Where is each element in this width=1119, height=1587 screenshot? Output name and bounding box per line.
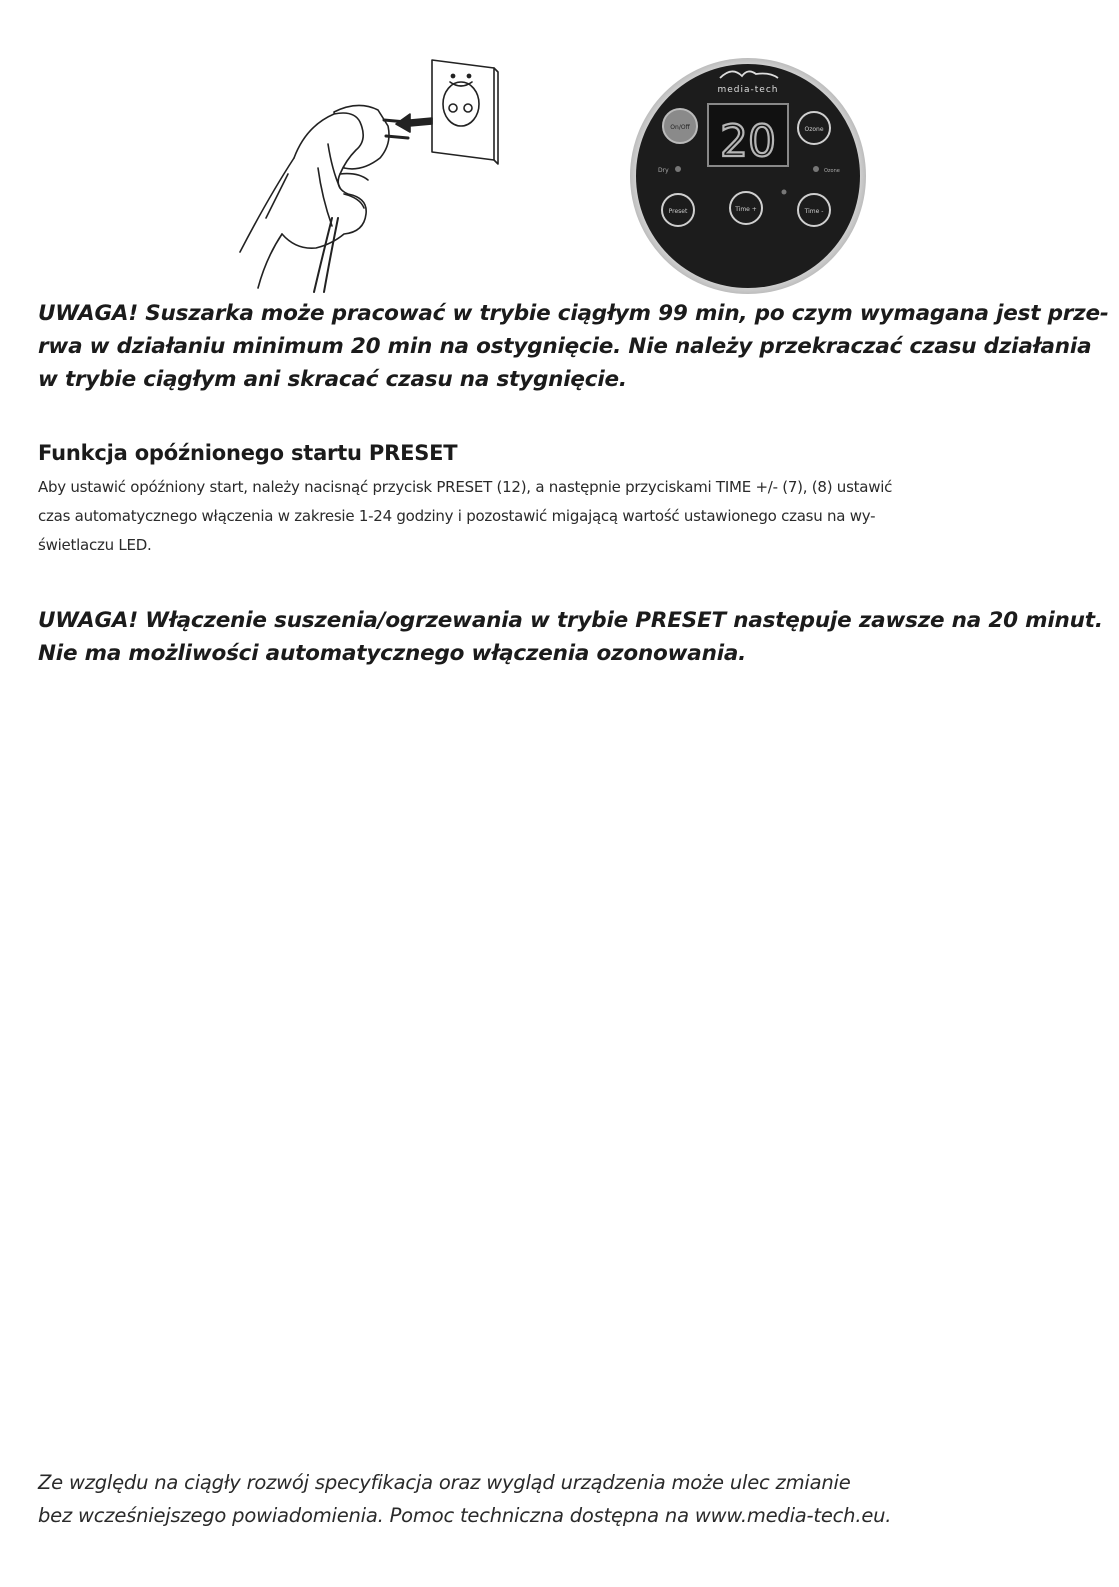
body-line: świetlaczu LED.: [38, 536, 152, 554]
dry-indicator-led: [675, 166, 681, 172]
ozone-button-label: Ozone: [804, 126, 824, 133]
panel-sensor-dot: [782, 190, 787, 195]
warning-continuous-operation: [38, 297, 1109, 396]
dry-indicator-label: Dry: [658, 167, 669, 174]
warning-line: Nie ma możliwości automatycznego włączenia ozonowania.: [38, 641, 747, 666]
warning-line: w trybie ciągłym ani skracać czasu na stygnięcie.: [38, 367, 627, 392]
wall-socket: [432, 60, 494, 160]
body-line: Aby ustawić opóźniony start, należy nacisnąć przycisk PRESET (12), a następnie przyciskami TIME +/- (7), (8) ustawić: [38, 478, 893, 496]
body-line: czas automatycznego włączenia w zakresie 1-24 godziny i pozostawić migającą wartość ustawionego czasu na wy-: [38, 507, 876, 525]
time-minus-button-label: Time -: [804, 208, 824, 215]
warning-preset-mode: [38, 604, 1103, 670]
warning-line: UWAGA! Suszarka może pracować w trybie ciągłym 99 min, po czym wymagana jest prze-: [38, 301, 1109, 326]
control-panel-illustration: [624, 56, 872, 296]
warning-line: rwa w działaniu minimum 20 min na ostygnięcie. Nie należy przekraczać czasu działania: [38, 334, 1092, 359]
footer-line: bez wcześniejszego powiadomienia. Pomoc techniczna dostępna na www.media-tech.eu.: [38, 1504, 892, 1527]
brand-label: media-tech: [717, 85, 779, 95]
preset-button-label: Preset: [668, 208, 688, 215]
section-title: Funkcja opóźnionego startu PRESET: [38, 441, 458, 465]
power-button-label: On/Off: [670, 124, 690, 131]
display-value: 20: [720, 116, 776, 167]
footer-line: Ze względu na ciągły rozwój specyfikacja oraz wygląd urządzenia może ulec zmianie: [38, 1471, 851, 1494]
warning-line: UWAGA! Włączenie suszenia/ogrzewania w trybie PRESET następuje zawsze na 20 minut.: [38, 608, 1103, 633]
footer-note: [38, 1466, 1078, 1532]
section-body: [38, 473, 1048, 560]
unplug-illustration: [236, 48, 512, 294]
ozone-indicator-led: [813, 166, 819, 172]
time-plus-button-label: Time +: [735, 206, 757, 213]
ozone-indicator-label: Ozone: [824, 168, 840, 174]
panel-face: [636, 64, 860, 288]
